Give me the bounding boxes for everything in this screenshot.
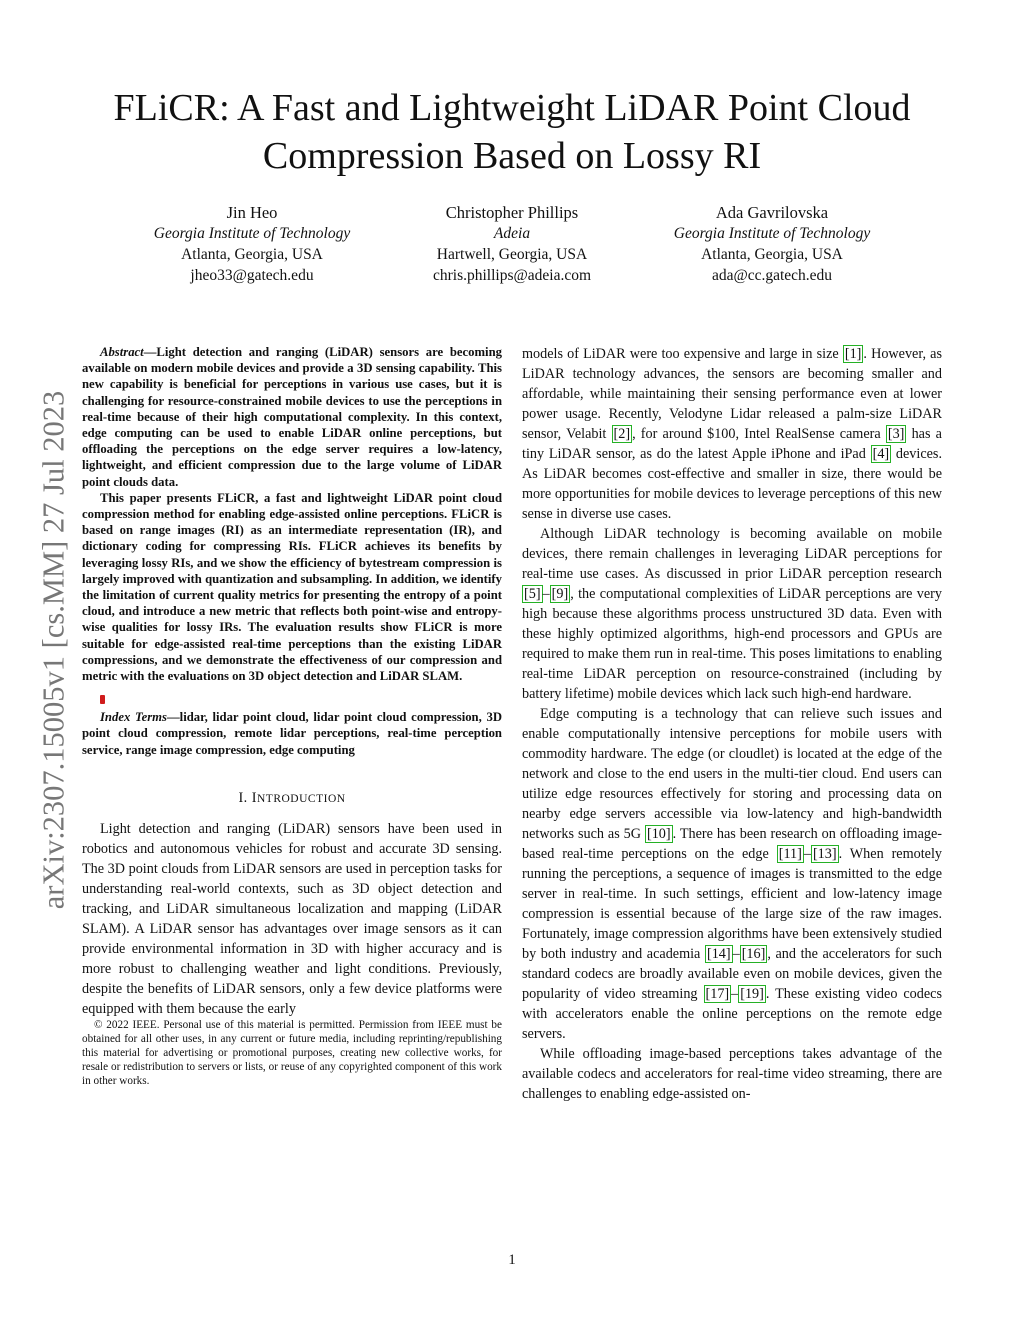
author-block [632, 202, 912, 286]
abstract-label: Abstract [100, 345, 144, 359]
right-column [522, 344, 942, 1104]
page-number: 1 [508, 1252, 516, 1268]
section-numeral: I. [238, 789, 252, 806]
author-affiliation: Georgia Institute of Technology [673, 225, 871, 242]
author-name: Jin Heo [226, 203, 278, 222]
citation-link[interactable]: [5] [524, 586, 541, 602]
citation-link[interactable]: [19] [740, 986, 764, 1002]
body-paragraph: Although LiDAR technology is becoming available on mobile devices, there remain challenges in leveraging LiDAR perceptions for real-time use cases. As discussed in prior LiDAR perception research [5] – [9] , the computational complexities of LiDAR perceptions are very high because these algorithms process unstructured 3D data. Even with these highly optimized algorithms, high-end processors and GPUs are required to make them run in real-time. This poses limitations to enabling real-time LiDAR perception on resource-constrained (including by battery lifetime) mobile devices which lack such high-end hardware. [522, 526, 942, 702]
author-block [112, 202, 392, 286]
index-terms-label: Index Terms [100, 710, 167, 725]
left-column [82, 344, 502, 1088]
arxiv-identifier[interactable]: arXiv:2307.15005v1 [cs.MM] 27 Jul 2023 [36, 390, 71, 910]
citation-link[interactable]: [4] [872, 446, 890, 462]
author-email[interactable]: ada@cc.gatech.edu [711, 267, 833, 284]
citation-link[interactable]: [14] [706, 946, 731, 962]
body-paragraph: While offloading image-based perceptions takes advantage of the available codecs and accelerators for real-time video streaming, there are challenges to enabling edge-assisted on- [522, 1046, 942, 1102]
body-paragraph: Edge computing is a technology that can relieve such issues and enable computationally intensive perceptions for mobile users with commodity hardware. The edge (or cloudlet) is located at the edge of the network and close to the end users in the multi-tier cloud. End users can utilize edge resources effectively for storing and processing data on nearby edge servers accessible via low-latency and high-bandwidth networks such as 5G [10] . There has been research on offloading image-based real-time perceptions on the edge [11] – [13] . When remotely running the perceptions, a sequence of images is transmitted to the edge server in real-time. In such settings, efficient and low-latency image compression is essential because of the large size of the raw images. Fortunately, image compression algorithms have been extensively studied by both industry and academia [14] – [16] , and the accelerators for such standard codecs are broadly available even on mobile devices, given the popularity of video streaming [17] – [19] . These existing video codecs with accelerators enable the online perceptions on the remote edge servers. [522, 706, 943, 1042]
citation-link[interactable]: [3] [887, 426, 905, 442]
author-block [372, 202, 652, 286]
author-location: Hartwell, Georgia, USA [436, 246, 588, 263]
copyright-footnote: © 2022 IEEE. Personal use of this material is permitted. Permission from IEEE must be obtained for all other uses, in any current or future media, including reprinting/republishing this material for advertising or promotional purposes, creating new collective works, for resale or redistribution to servers or lists, or reuse of any copyrighted component of this work in other works. [82, 1018, 502, 1087]
citation-link[interactable]: [9] [551, 586, 569, 602]
citation-link[interactable]: [11] [778, 846, 802, 862]
index-terms-paragraph [82, 709, 502, 758]
citation-link[interactable]: [17] [705, 986, 730, 1002]
citation-link[interactable]: [2] [613, 426, 631, 442]
body-paragraph: Light detection and ranging (LiDAR) sensors have been used in robotics and autonomous vehicles for robust and accurate 3D sensing. The 3D point clouds from LiDAR sensors are used in perception tasks for understanding real-world contexts, such as 3D object detection and tracking, and LiDAR simultaneous localization and mapping (LiDAR SLAM). A LiDAR sensor has advantages over image sensors as it can provide environmental information in 3D with higher accuracy and is more robust to challenging weather and light conditions. Previously, despite the benefits of LiDAR sensors, only a few device platforms were equipped with them because the early [82, 820, 502, 1017]
section-heading-initial: I [251, 789, 257, 806]
paper-title: FLiCR: A Fast and Lightweight LiDAR Point Cloud Compression Based on Lossy RI [113, 87, 911, 177]
body-paragraph: models of LiDAR were too expensive and large in size [1] . However, as LiDAR technology advances, the sensors are becoming smaller and affordable, while maintaining their sensing performance even at lower power usage. Recently, Velodyne Lidar released a palm-size LiDAR sensor, Velabit [2] , for around $100, Intel RealSense camera [3] has a tiny LiDAR sensor, as do the latest Apple iPhone and iPad [4] devices. As LiDAR becomes cost-effective and smaller in size, there would be more opportunities for mobile devices to leverage perceptions of this new sense in diverse use cases. [522, 346, 943, 522]
section-heading [82, 788, 502, 809]
citation-link[interactable]: [1] [844, 346, 862, 362]
author-email[interactable]: chris.phillips@adeia.com [432, 267, 592, 284]
abstract-text: —Light detection and ranging (LiDAR) sensors are becoming available on modern mobile devices and provide a 3D sensing capability. This new capability is beneficial for perceptions in various use cases, but it is challenging for resource-constrained mobile devices to use the perceptions in real-time because of their high computational complexity. In this context, edge computing can be used to enable LiDAR online perceptions, but offloading the perceptions on the edge server requires a low-latency, lightweight, and efficient compression due to the large volume of LiDAR point clouds data. [82, 345, 502, 489]
index-terms [82, 709, 502, 758]
author-email[interactable]: jheo33@gatech.edu [190, 267, 314, 284]
abstract-paragraph [82, 344, 502, 490]
section-heading-rest: NTRODUCTION [257, 792, 346, 805]
citation-link[interactable]: [13] [812, 846, 837, 862]
author-location: Atlanta, Georgia, USA [181, 246, 323, 263]
annotation-marker [100, 695, 105, 704]
abstract-paragraph: This paper presents FLiCR, a fast and lightweight LiDAR point cloud compression method for enabling edge-assisted online perceptions. FLiCR is based on range images (RI) as an intermediate representation (IR), and dictionary coding for compressing RIs. FLiCR achieves its benefits by leveraging lossy RIs, and we show the efficiency of bytestream compression is largely improved with quantization and subsampling. In addition, we identify the limitation of current quality metrics for presenting the entropy of a point cloud, and introduce a new metric that reflects both point-wise and entropy-wise qualities for lossy IRs. The evaluation results show FLiCR is more suitable for edge-assisted real-time perceptions than the existing LiDAR compressions, and we demonstrate the effectiveness of our compression and metric with the evaluations on 3D object detection and LiDAR SLAM. [82, 490, 502, 684]
author-name: Christopher Phillips [445, 203, 579, 222]
citation-link[interactable]: [16] [741, 946, 766, 962]
index-terms-text: —lidar, lidar point cloud, lidar point cloud compression, 3D point cloud compression, remote lidar perceptions, real-time perception service, range image compression, edge computing [82, 710, 502, 757]
citation-link[interactable]: [10] [646, 826, 671, 842]
abstract [82, 344, 502, 684]
author-name: Ada Gavrilovska [715, 203, 829, 222]
author-location: Atlanta, Georgia, USA [701, 246, 843, 263]
author-affiliation: Georgia Institute of Technology [153, 225, 351, 242]
author-affiliation: Adeia [493, 225, 531, 242]
